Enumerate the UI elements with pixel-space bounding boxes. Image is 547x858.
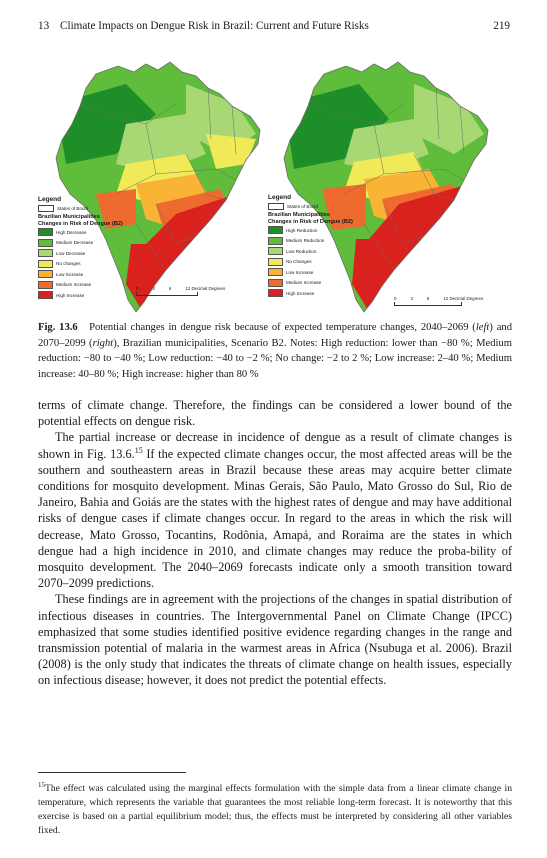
paragraph-text: The partial increase or decrease in incidence of dengue as a result of climate changes is shown in Fig. 13.6. <box>38 430 512 461</box>
chapter-number: 13 <box>38 20 50 32</box>
legend-changes-heading: Changes in Risk of Dengue (B2) <box>38 220 123 227</box>
map-left-2040-2069 <box>36 44 272 316</box>
caption-text: ), Brazilian municipalities, Scenario B2. Notes: High reduction: lower than −80 %; Medium reduction: −80 to −40 %; Low reduction: −40 to −2 %; No change: −2 to 2 %; Low increase: 2–40 %; Medium increase: 40–80 %; High increase: higher than 80 % <box>38 337 512 380</box>
legend-label: No changes <box>56 261 81 267</box>
legend-swatch <box>38 291 53 299</box>
legend-label: Low Reduction <box>286 248 317 254</box>
legend-item <box>38 227 158 238</box>
legend-label: High Increase <box>56 292 85 298</box>
scale-bar-right <box>394 296 504 306</box>
footnote-number: 15 <box>38 781 45 789</box>
legend-item <box>268 288 388 299</box>
page-number: 219 <box>493 20 510 32</box>
figure-caption <box>38 320 512 382</box>
legend-title: Legend <box>268 194 292 201</box>
footnote <box>38 778 512 838</box>
figure-dengue-risk-maps <box>36 44 512 316</box>
scale-tick: 6 <box>426 296 430 301</box>
legend-label: Medium Reduction <box>286 238 325 244</box>
legend-swatch <box>38 249 53 257</box>
scale-tick: 0 <box>394 296 397 301</box>
legend-label: High Increase <box>286 290 315 296</box>
footnote-rule <box>38 772 186 773</box>
paragraph-text: If the expected climate changes occur, the most affected areas will be the southern and southeastern areas in Brazil because these areas may acquire better climate conditions for mosquito development. Minas Gerais, São Paulo, Mato Grosso do Sul, Rio de Janeiro, Bahia and Goiás are the states with the highest rates of dengue and may have additional risks of dengue cases if climate changes occur. In regard to the areas in which the risk will decrease, Mato Grosso, Tocantins, Rodônia, Amapá, and Roraima are the states in which dengue had a high incidence in 2010, and climate changes may reduce the proba-bility of mosquito development. The 2040–2069 forecasts indicate only a smooth transition toward 2070–2099 predictions. <box>38 446 512 591</box>
legend-right <box>268 194 388 299</box>
states-label: States of Brazil <box>287 204 318 209</box>
legend-changes-heading: Changes in Risk of Dengue (B2) <box>268 218 353 225</box>
states-swatch <box>38 205 54 212</box>
legend-swatch <box>268 279 283 287</box>
legend-states-entry <box>38 205 158 212</box>
legend-swatch <box>38 281 53 289</box>
legend-swatch <box>268 268 283 276</box>
scale-bar-left <box>136 286 232 296</box>
legend-item <box>268 246 388 257</box>
legend-item <box>268 278 388 289</box>
legend-swatch <box>268 226 283 234</box>
legend-item <box>268 257 388 268</box>
legend-title: Legend <box>38 196 62 203</box>
legend-swatch <box>268 289 283 297</box>
legend-label: Medium Decrease <box>56 240 94 246</box>
map-right-2070-2099 <box>264 44 512 316</box>
footnote-marker[interactable]: 15 <box>134 445 143 455</box>
legend-swatch <box>38 260 53 268</box>
legend-item <box>268 236 388 247</box>
paragraph: terms of climate change. Therefore, the findings can be considered a lower bound of the potential effects on dengue risk. <box>38 398 512 429</box>
scale-tick: 0 <box>136 286 139 291</box>
legend-label: High Decrease <box>56 229 87 235</box>
body-text <box>38 397 512 689</box>
legend-swatch <box>38 228 53 236</box>
legend-municipalities-heading: Brazilian Municipalities <box>38 214 100 220</box>
legend-label: Low Increase <box>56 271 84 277</box>
scale-tick: 12 Decimal Degrees <box>443 296 484 301</box>
legend-municipalities-heading: Brazilian Municipalities <box>268 212 330 218</box>
scale-tick: 6 <box>168 286 172 291</box>
legend-swatch <box>268 247 283 255</box>
legend-states-entry <box>268 203 388 210</box>
legend-item <box>38 259 158 270</box>
scale-tick: 3 <box>152 286 155 291</box>
legend-swatch <box>38 270 53 278</box>
legend-swatch <box>268 258 283 266</box>
paragraph: These findings are in agreement with the projections of the changes in spatial distribution of infectious diseases in countries. The Intergovernmental Panel on Climate Change (IPCC) emphasized that some studies identified positive evidence regarding changes in the range and transmission potential of malaria in the warmest areas in Africa (Nsubuga et al. 2006). Brazil (2008) is the only study that indicates the threats of climate change on health issues, especially on infectious disease; however, it does not predict the potential effects. <box>38 592 512 688</box>
caption-left: left <box>475 322 490 333</box>
scale-bar-graphic <box>136 292 198 296</box>
footnote-text: The effect was calculated using the marginal effects formulation with the simple data from a linear climate change in temperature, which represents the variable that guarantees the most reliable long-term forecast. It is noteworthy that this exercise is based on a partial equilibrium model; thus, the effects must be interpreted by considering all other variables fixed. <box>38 783 512 837</box>
scale-tick: 12 Decimal Degrees <box>185 286 226 291</box>
legend-item <box>38 238 158 249</box>
legend-label: High Reduction <box>286 227 318 233</box>
states-swatch <box>268 203 284 210</box>
caption-text: ) and 2070–2099 ( <box>38 322 512 349</box>
legend-left <box>38 196 158 301</box>
paragraph <box>38 429 512 591</box>
legend-item <box>38 269 158 280</box>
legend-label: No Changes <box>286 259 312 265</box>
caption-right: right <box>92 337 114 349</box>
legend-item <box>268 225 388 236</box>
caption-label: Fig. 13.6 <box>38 322 78 333</box>
chapter-title: Climate Impacts on Dengue Risk in Brazil: Current and Future Risks <box>60 20 369 32</box>
scale-tick: 3 <box>410 296 413 301</box>
running-head <box>38 20 510 36</box>
legend-label: Low Decrease <box>56 250 86 256</box>
scale-bar-graphic <box>394 302 462 306</box>
legend-item <box>38 248 158 259</box>
legend-item <box>268 267 388 278</box>
legend-label: Medium Increase <box>286 280 322 286</box>
caption-text: Potential changes in dengue risk because of expected temperature changes, 2040–2069 ( <box>89 322 476 333</box>
legend-label: Low Increase <box>286 269 314 275</box>
states-label: States of Brazil <box>57 206 88 211</box>
legend-swatch <box>38 239 53 247</box>
legend-label: Medium Increase <box>56 282 92 288</box>
legend-swatch <box>268 237 283 245</box>
